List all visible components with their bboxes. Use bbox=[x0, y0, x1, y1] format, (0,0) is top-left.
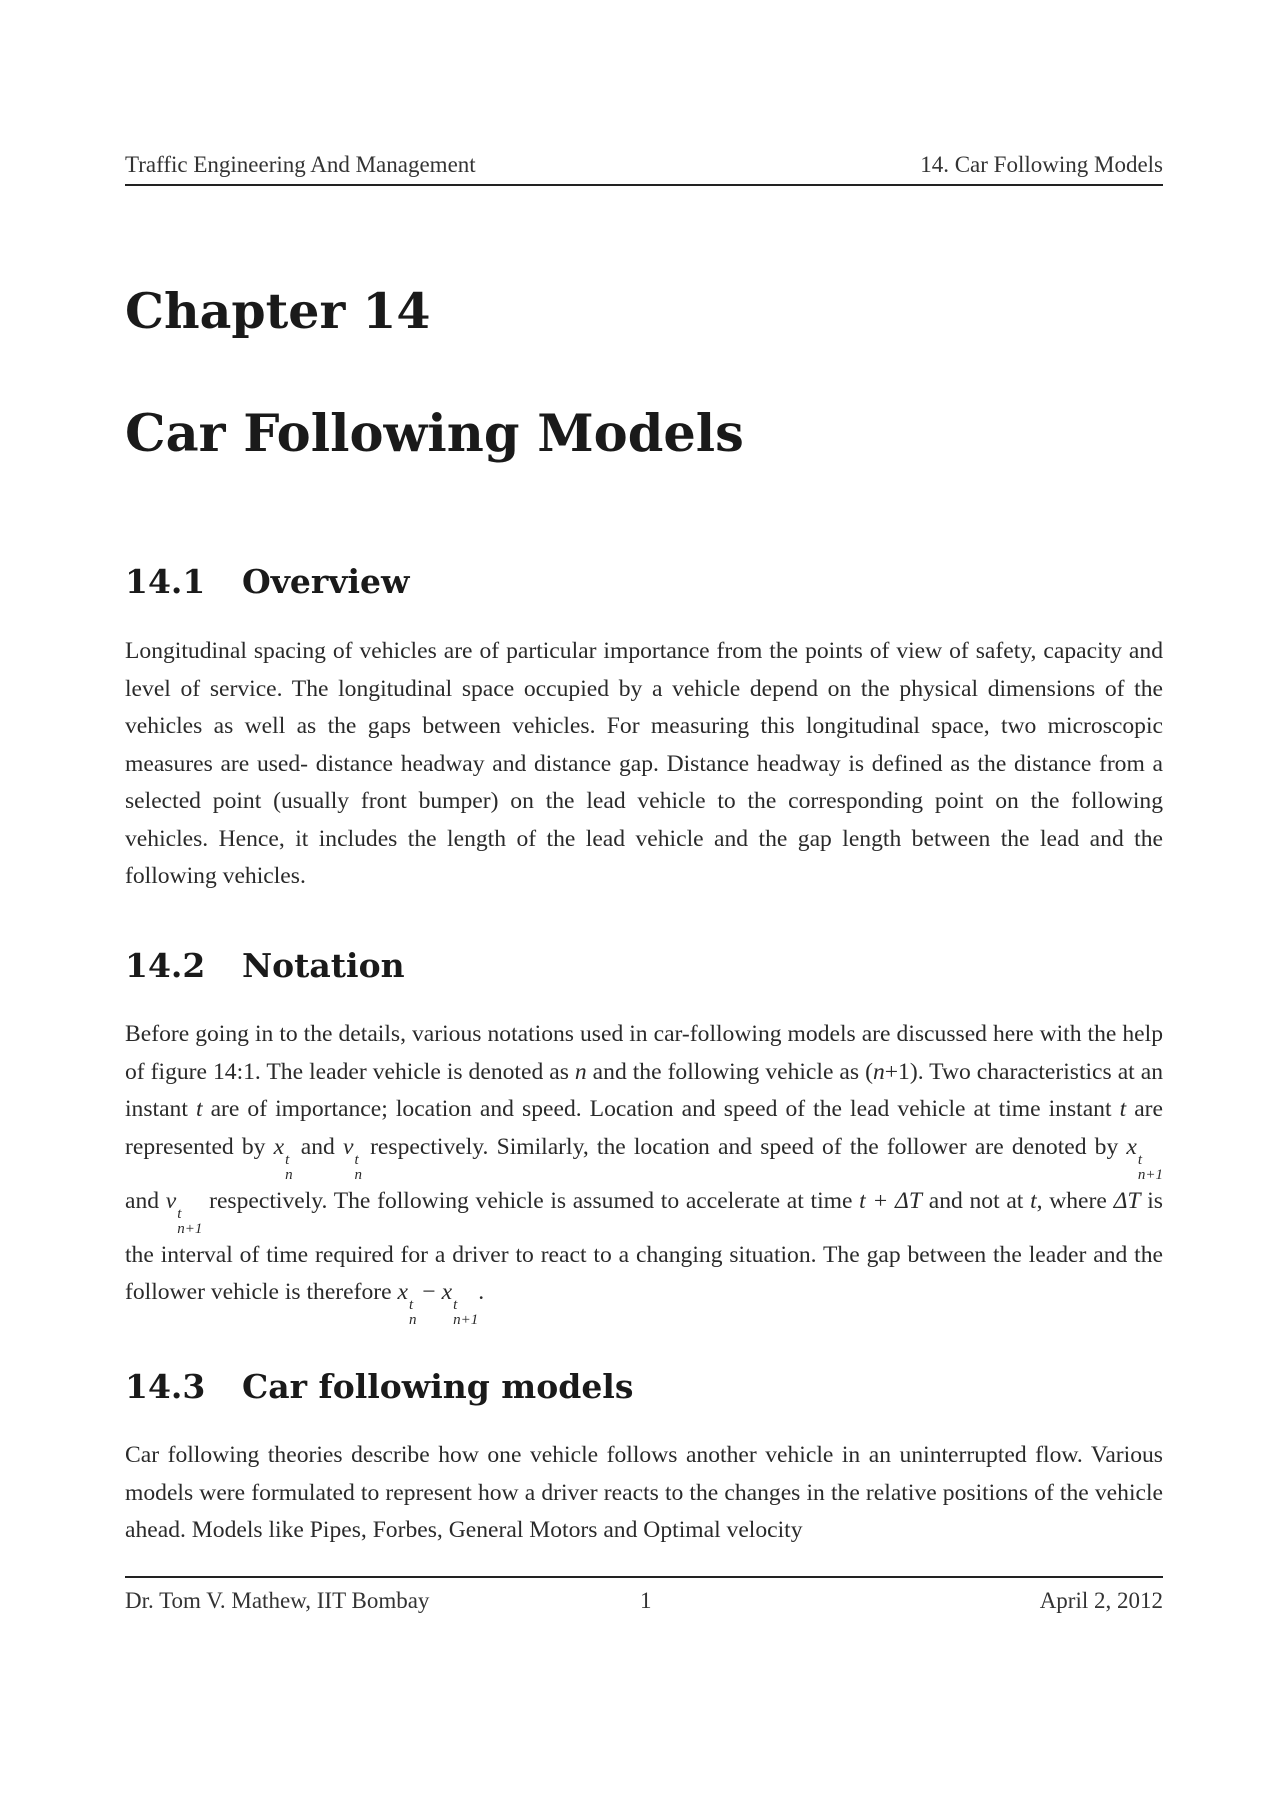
math-v-n1-t: v t n+1 bbox=[165, 1187, 203, 1237]
running-header bbox=[125, 152, 1163, 178]
section-heading-overview bbox=[125, 562, 409, 601]
text-run: , where bbox=[1036, 1187, 1114, 1214]
notation-paragraph bbox=[125, 1016, 1163, 1328]
header-chapter-title: 14. Car Following Models bbox=[920, 152, 1163, 177]
text-run: are of importance; location and speed. Location and speed of the lead vehicle at time instant bbox=[202, 1096, 1120, 1122]
text-run: . bbox=[478, 1279, 485, 1305]
footer-author: Dr. Tom V. Mathew, IIT Bombay bbox=[125, 1588, 430, 1613]
math-x-n-t: x t n bbox=[273, 1133, 293, 1183]
math-dt: ΔT bbox=[1113, 1187, 1141, 1214]
footer-date: April 2, 2012 bbox=[1039, 1588, 1163, 1613]
math-gap-expression: x t n − x t n+1 bbox=[397, 1279, 479, 1328]
math-x-n1-t: x t n+1 bbox=[1126, 1133, 1164, 1183]
text-run: respectively. The following vehicle is assumed to accelerate at time bbox=[202, 1187, 860, 1214]
text-run: and the following vehicle as ( bbox=[586, 1058, 873, 1085]
section-title: Notation bbox=[242, 946, 405, 985]
text-run: Before going in to the details, various notations used in car-following models are discussed here with the help of figure 14:1. The leader vehicle is denoted as bbox=[125, 1021, 1163, 1085]
math-t: t bbox=[195, 1096, 203, 1122]
text-run: is the interval of time required for a driver to react to a changing situation. The gap between the leader and the follower vehicle is therefore bbox=[125, 1187, 1163, 1305]
math-t: t bbox=[1030, 1187, 1037, 1214]
math-t-plus-dt: t + ΔT bbox=[859, 1187, 923, 1214]
chapter-title: Car Following Models bbox=[125, 404, 744, 464]
chapter-number: Chapter 14 bbox=[125, 282, 431, 340]
text-run: and bbox=[125, 1187, 166, 1214]
math-v-n-t: v t n bbox=[342, 1133, 362, 1183]
section-number: 14.2 bbox=[125, 946, 206, 985]
page-number: 1 bbox=[640, 1588, 652, 1613]
footer-rule bbox=[125, 1576, 1163, 1578]
section-heading-notation bbox=[125, 946, 405, 985]
math-t: t bbox=[1119, 1096, 1127, 1122]
document-page bbox=[125, 0, 1163, 1811]
text-run: +1). Two characteristics at an instant bbox=[125, 1058, 1163, 1122]
header-rule bbox=[125, 184, 1163, 186]
text-run: respectively. Similarly, the location and speed of the follower are denoted by bbox=[361, 1133, 1127, 1160]
math-n: n bbox=[872, 1058, 885, 1085]
header-book-title: Traffic Engineering And Management bbox=[125, 152, 476, 177]
text-run: and not at bbox=[922, 1187, 1031, 1214]
text-run: and bbox=[292, 1133, 343, 1160]
math-n: n bbox=[574, 1058, 587, 1085]
section-number: 14.1 bbox=[125, 562, 206, 601]
section-number: 14.3 bbox=[125, 1367, 206, 1406]
text-run: are represented by bbox=[125, 1096, 1164, 1160]
overview-paragraph: Longitudinal spacing of vehicles are of particular importance from the points of view of safety, capacity and level of service. The longitudinal space occupied by a vehicle depend on the physical dimensions of the vehicles as well as the gaps between vehicles. For measuring this longitudinal space, two microscopic measures are used- distance headway and distance gap. Distance headway is defined as the distance from a selected point (usually front bumper) on the lead vehicle to the corresponding point on the following vehicles. Hence, it includes the length of the lead vehicle and the gap length between the lead and the following vehicles. bbox=[125, 638, 1163, 889]
car-following-paragraph: Car following theories describe how one vehicle follows another vehicle in an uninterrupted flow. Various models were formulated to represent how a driver reacts to the changes in the relative positions of the vehicle ahead. Models like Pipes, Forbes, General Motors and Optimal velocity bbox=[125, 1442, 1163, 1543]
section-title: Car following models bbox=[242, 1367, 634, 1406]
section-title: Overview bbox=[242, 562, 410, 601]
section-heading-car-following-models bbox=[125, 1367, 633, 1406]
